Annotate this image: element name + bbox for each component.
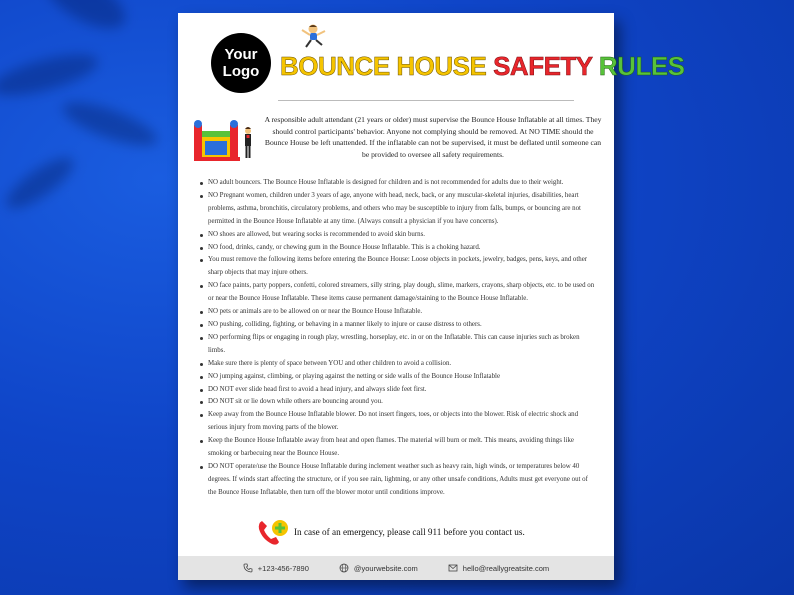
leaf-shadow — [0, 149, 80, 216]
supervision-intro: A responsible adult attendant (21 years or older) must supervise the Bounce House Inflatable at all times. They should control participants' behavior. Anyone not complying should be removed. At NO TIME should the Bounce House be left unattended. If the inflatable can not be supervised, it must be deflated until someone can be provided to oversee all safety requirements. — [264, 115, 602, 159]
rule-item: NO jumping against, climbing, or playing against the netting or side walls of the Bounce House Inflatable — [200, 371, 598, 384]
logo-line-2: Logo — [222, 63, 260, 80]
rule-item: NO face paints, party poppers, confetti, colored streamers, silly string, play dough, slime, markers, crayons, sharp objects, etc. to be used on or near the Bounce House Inflatable. These items cause permanent damage/staining to the Bounce House Inflatable. — [200, 280, 598, 306]
logo-line-1: Your — [224, 46, 258, 63]
contact-footer — [178, 556, 614, 580]
safety-rules-list — [200, 177, 598, 500]
leaf-shadow — [58, 94, 162, 155]
title-part-1: BOUNCE HOUSE — [280, 51, 494, 81]
logo-placeholder — [211, 33, 271, 93]
globe-icon — [339, 563, 349, 573]
website-link[interactable]: @yourwebsite.com — [353, 563, 418, 573]
rule-item: DO NOT operate/use the Bounce House Inflatable during inclement weather such as heavy rain, high winds, or temperatures below 40 degrees. If winds start affecting the structure, or if you see rain, lightning, or any other unsafe conditions, Adults must get everyone out of the Bounce House Inflatable, then turn off the blower motor until conditions improve. — [200, 461, 598, 500]
emergency-phone-icon — [256, 517, 290, 547]
bounce-house-illustration — [190, 111, 260, 167]
rule-item: NO performing flips or engaging in rough play, wrestling, horseplay, etc. in or on the Inflatable. This can cause injuries such as broken limbs. — [200, 332, 598, 358]
rule-item: NO pets or animals are to be allowed on or near the Bounce House Inflatable. — [200, 306, 598, 319]
rule-item: NO food, drinks, candy, or chewing gum in the Bounce House Inflatable. This is a choking hazard. — [200, 242, 598, 255]
phone-icon — [243, 563, 253, 573]
emergency-text: In case of an emergency, please call 911 before you contact us. — [294, 527, 525, 537]
footer-email — [448, 563, 549, 573]
document-page — [178, 13, 685, 580]
emergency-notice — [256, 517, 576, 547]
footer-phone — [243, 563, 309, 573]
leaf-shadow — [0, 46, 102, 103]
rule-item: Keep the Bounce House Inflatable away from heat and open flames. The material will burn or melt. This means, avoiding things like smoking or barbecuing near the Bounce House. — [200, 435, 598, 461]
email-link[interactable]: hello@reallygreatsite.com — [462, 563, 550, 573]
rule-item: NO pushing, colliding, fighting, or behaving in a manner likely to injure or cause distress to others. — [200, 319, 598, 332]
rule-item: You must remove the following items before entering the Bounce House: Loose objects in pockets, jewelry, badges, pens, keys, and other sharp objects that may injure others. — [200, 254, 598, 280]
rule-item: NO shoes are allowed, but wearing socks is recommended to avoid skin burns. — [200, 229, 598, 242]
footer-website — [339, 563, 418, 573]
phone-number[interactable]: +123-456-7890 — [257, 563, 309, 573]
rule-item: NO adult bouncers. The Bounce House Inflatable is designed for children and is not recommended for adults due to their weight. — [200, 177, 598, 190]
title-divider — [278, 100, 574, 101]
rule-item: DO NOT sit or lie down while others are bouncing around you. — [200, 396, 598, 409]
email-icon — [448, 563, 458, 573]
bouncing-kid-icon — [296, 23, 330, 49]
rule-item: Keep away from the Bounce House Inflatable blower. Do not insert fingers, toes, or objects into the blower. Risk of electric shock and serious injury from moving parts of the blower. — [200, 409, 598, 435]
rule-item: DO NOT ever slide head first to avoid a head injury, and always slide feet first. — [200, 384, 598, 397]
rule-item: NO Pregnant women, children under 3 years of age, anyone with head, neck, back, or any muscular-skeletal injuries, disabilities, heart problems, asthma, bronchitis, circulatory problems, and others who may be susceptible to injury from falls, bumps, or bouncing are not permitted in the Bounce House Inflatable at any time. (Always consult a physician if you have concerns). — [200, 190, 598, 229]
title-part-2: SAFETY — [493, 51, 599, 81]
title-part-3: RULES — [598, 51, 685, 81]
page-title — [280, 51, 685, 82]
leaf-shadow — [36, 0, 134, 40]
rule-item: Make sure there is plenty of space between YOU and other children to avoid a collision. — [200, 358, 598, 371]
